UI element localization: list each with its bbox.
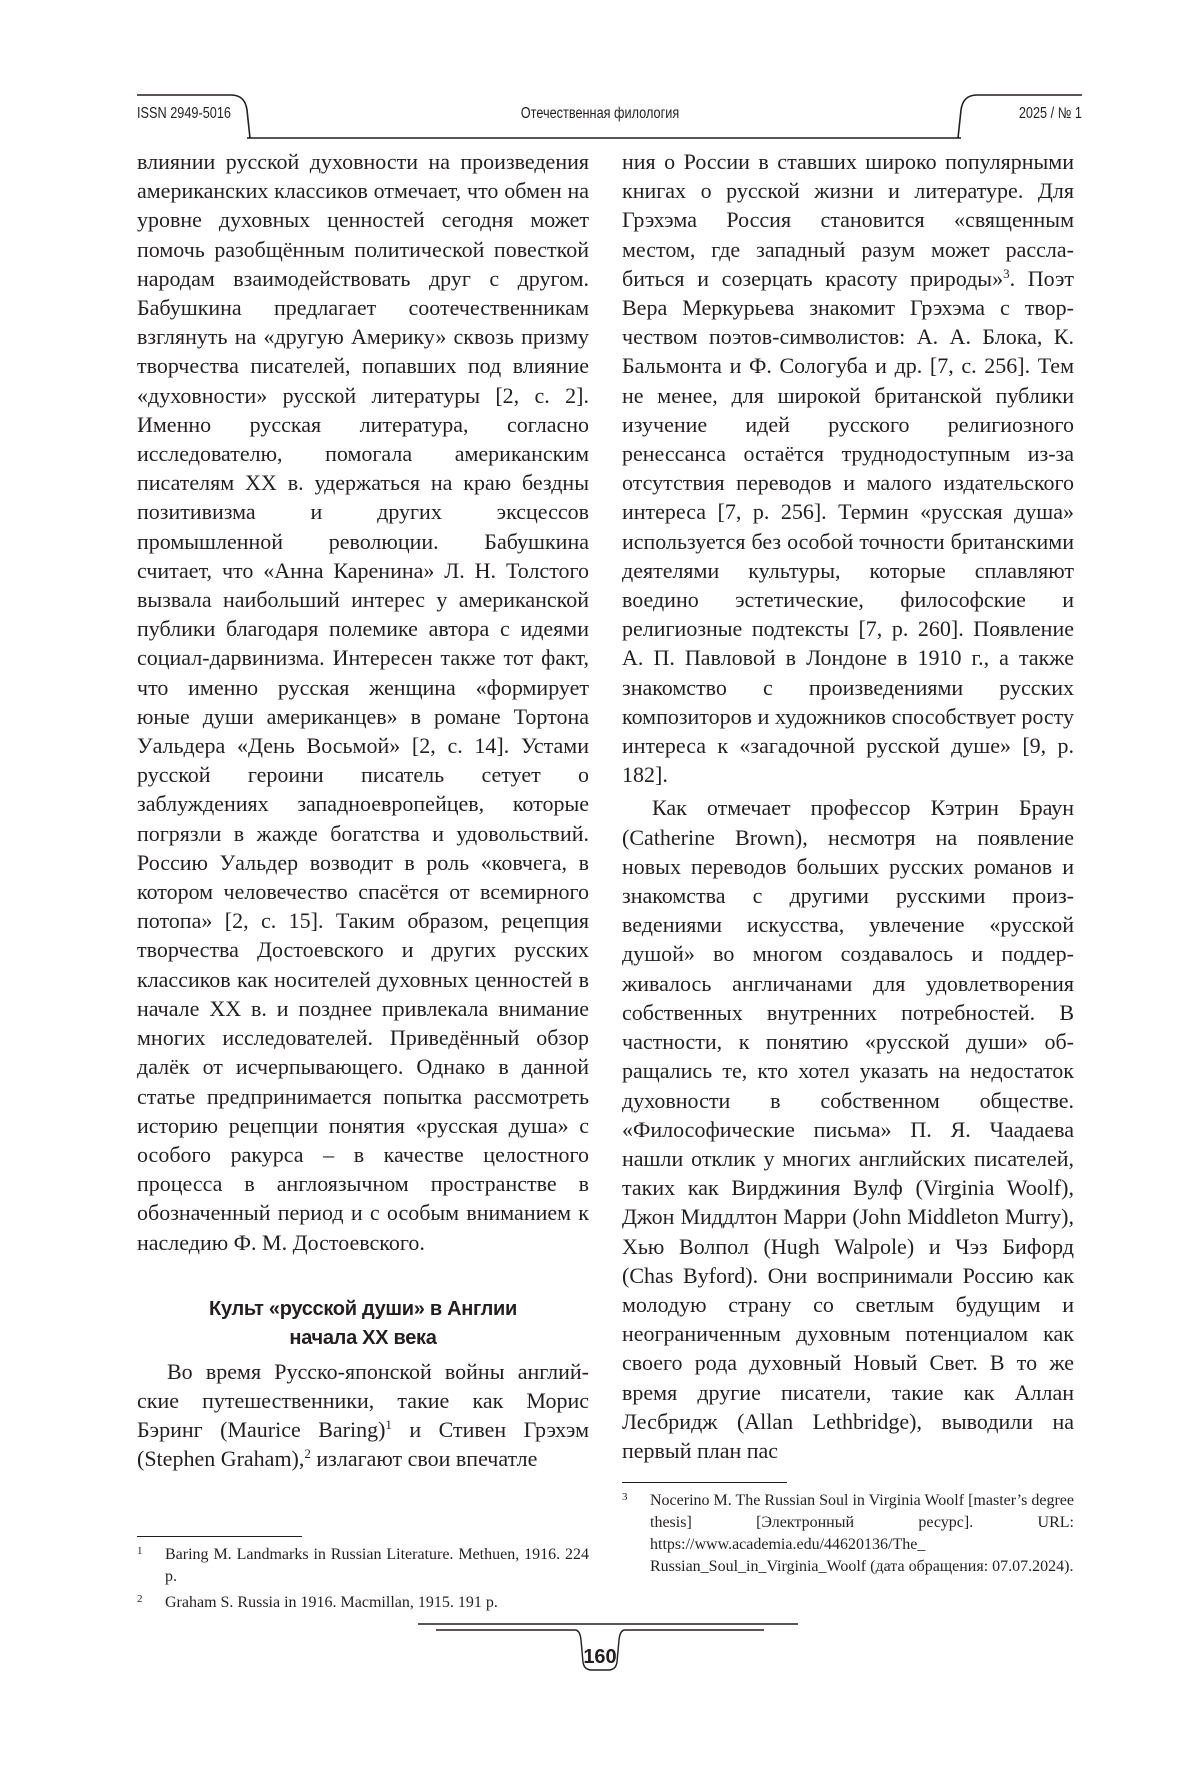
journal-title: Отечественная филология — [520, 105, 680, 122]
page-number: 160 — [583, 1646, 617, 1668]
issn-label: ISSN 2949-5016 — [137, 105, 231, 122]
paragraph: влиянии русской духовности на произведения американских классиков отмечает, что обмен на уровне духовных ценностей сегодня может помочь разобщённым политической повесткой народам взаимодействовать друг с другом. Бабушкина предлагает соотечественникам взглянуть на «другую Америку» сквозь призму творчества писателей, попавших под влияние «духовности» русской литературы [2, с. 2]. Именно русская литература, согласно исследователю, помогала американским писателям XX в. удержаться на краю бездны позитивизма и других эксцессов промышленной революции. Бабушкина считает, что «Анна Каренина» Л. Н. Толстого вызвала наибольший интерес у американской публики благодаря полемике автора с идеями социал-дарвинизма. Интересен также тот факт, что именно русская женщина «формирует юные души американцев» в романе Тортона Уальдера «День Восьмой» [2, с. 14]. Устами русской героини писатель сетует о заблуждениях западноевропейцев, которые погрязли в жажде богатства и удовольствий. Россию Уальдер возводит в роль «ковчега, в котором человечество спасётся от всемирного потопа» [2, с. 15]. Таким образом, рецепция творчества Достоевского и других русских классиков как носителей духовных ценностей в начале XX в. и позднее привлекала внимание многих исследователей. Приведённый обзор далёк от исчерпывающего. Однако в данной статье предпринимается попытка рассмотреть историю рецепции понятия «русская душа» с особого ракурса – в качестве целостного процесса в англоязычном пространстве в обозначенный период и с особым вниманием к наследию Ф. М. Достоевского. — [137, 149, 589, 1255]
footnote — [622, 1490, 1074, 1578]
footnote-number: 2 — [137, 1593, 143, 1605]
footnote-text: Nocerino M. The Russian Soul in Virginia Woolf [master’s degree thesis] [Электронный ресурс]. URL: https://www.academia.edu/44620136/The_ Russian_Soul_in_Virginia_Woolf (дата обращения: 07.07.2024). — [650, 1492, 1074, 1575]
footnote-separator — [137, 1536, 302, 1537]
right-column — [622, 147, 1074, 1465]
left-column — [137, 147, 589, 1474]
footnote — [137, 1544, 589, 1588]
footnote-separator — [622, 1482, 787, 1483]
footnote-text: Graham S. Russia in 1916. Macmillan, 1915. 191 p. — [165, 1594, 498, 1611]
section-heading-line: Культ «русской души» в Англии — [209, 1297, 517, 1320]
header-rules — [0, 0, 1200, 160]
paragraph: Как отмечает профессор Кэтрин Браун (Catherine Brown), несмотря на появление новых переводов больших русских романов и знакомства с другими русскими произведениями искусства, увлечение «русской душой» во многом создавалось и поддерживалось англичанами для удовлетворения собственных внутренних потребностей. В частности, к понятию «русской души» обращались те, кто хотел указать на недостаток духовности в собственном обществе. «Философические письма» П. Я. Чаадаева нашли отклик у многих английских писателей, таких как Вирджиния Вулф (Virginia Woolf), Джон Миддлтон Марри (John Middleton Murry), Хью Волпол (Hugh Walpole) и Чэз Бифорд (Chas Byford). Они воспринимали Россию как молодую страну со светлым будущим и неограниченным духовным потенциалом как своего рода духовный Новый Свет. В то же время другие писатели, такие как Аллан Лесбридж (Allan Lethbridge), выводили на первый план пас — [622, 795, 1074, 1463]
footnote — [137, 1592, 589, 1614]
footnote-number: 3 — [622, 1491, 628, 1503]
footnote-number: 1 — [137, 1545, 143, 1557]
footnotes-left — [137, 1544, 589, 1618]
footnotes-right — [622, 1490, 1074, 1582]
footnote-text: Baring M. Landmarks in Russian Literature. Methuen, 1916. 224 p. — [165, 1546, 589, 1585]
paragraph: Во время Русско-японской войны английские путешественники, такие как Морис Бэринг (Maurice Baring)$^1$ и Стивен Грэхэм (Stephen Graham),$^2$ излагают свои впечатле — [137, 1358, 589, 1472]
footnote-ref[interactable]: 1 — [385, 1417, 392, 1433]
paragraph: ния о России в ставших широко популярными книгах о русской жизни и литературе. Для Грэхэма Россия становится «священным местом, где западный разум может расслабиться и созерцать красоту природы»$^3$. Поэт Вера Меркурьева знакомит Грэхэма с творчеством поэтов-символистов: А. А. Блока, К. Бальмонта и Ф. Сологуба и др. [7, с. 256]. Тем не менее, для широкой британской публики изучение идей русского религиозного ренессанса остаётся труднодоступным из-за отсутствия переводов и малого издательского интереса [7, p. 256]. Термин «русская душа» используется без особой точности британскими деятелями культуры, которые сплавляют воедино эстетические, философские и религиозные подтексты [7, p. 260]. Появление А. П. Павловой в Лондоне в 1910 г., а также знакомство с произведениями русских композиторов и художников способствует росту интереса к «загадочной русской душе» [9, p. 182]. — [622, 149, 1074, 788]
section-heading — [137, 1295, 589, 1353]
issue-label: 2025 / № 1 — [1018, 105, 1082, 122]
footnote-ref[interactable]: 2 — [304, 1446, 311, 1462]
section-heading-line: начала XX века — [289, 1326, 437, 1349]
footnote-ref[interactable]: 3 — [1003, 265, 1010, 281]
